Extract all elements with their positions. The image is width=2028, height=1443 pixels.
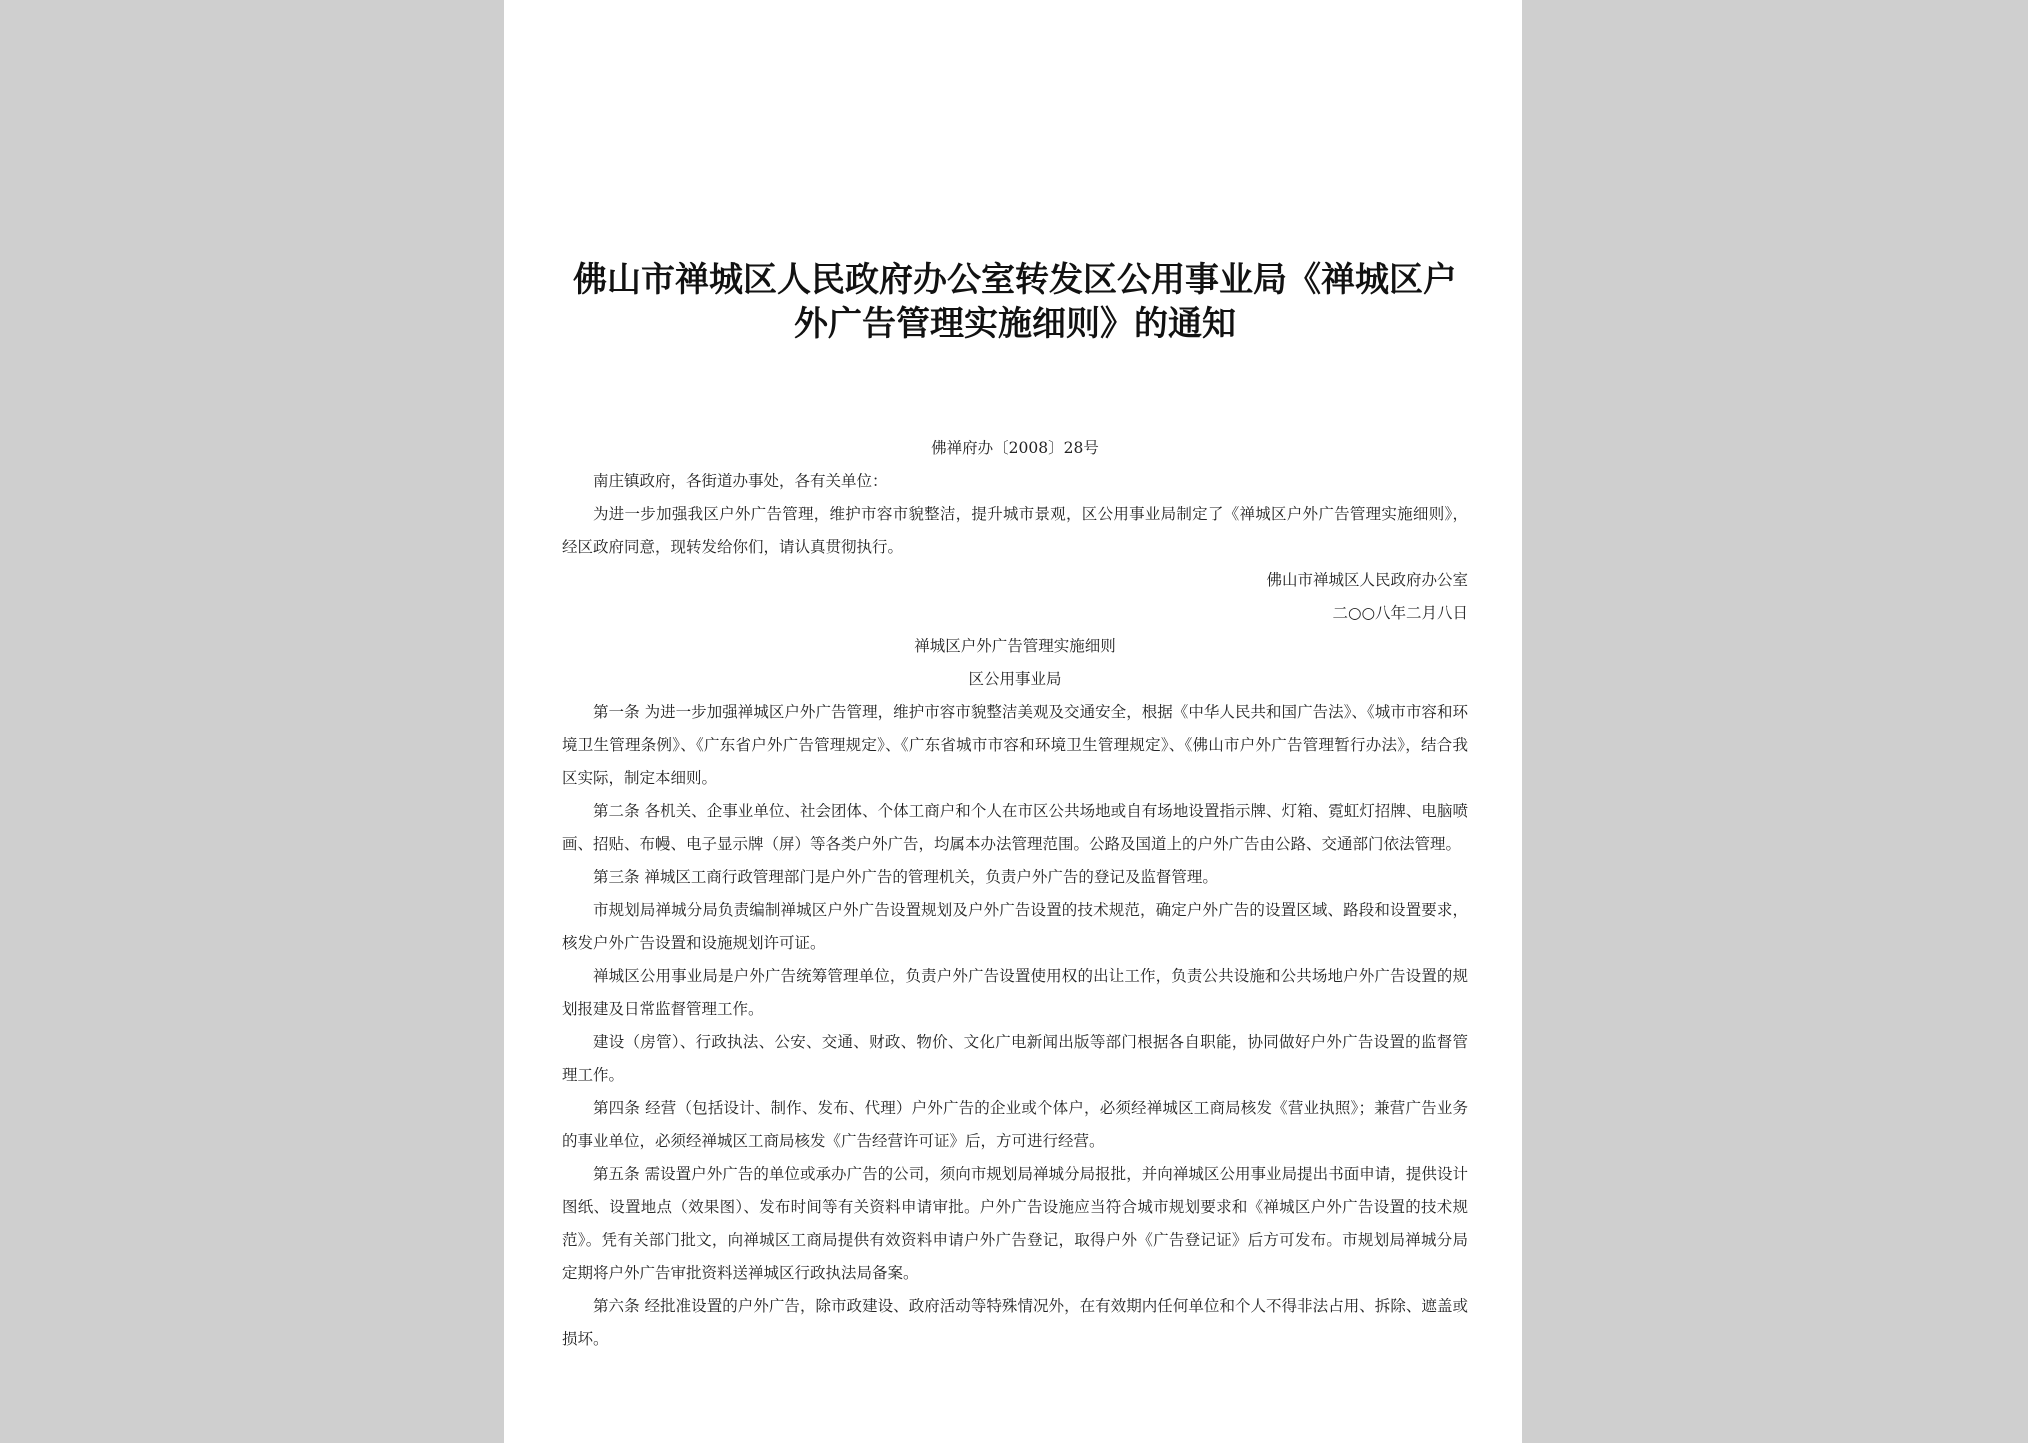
article-paragraph: 建设（房管）、行政执法、公安、交通、财政、物价、文化广电新闻出版等部门根据各自职能，协同做好户外广告设置的监督管理工作。	[562, 1033, 1468, 1084]
article-paragraph: 市规划局禅城分局负责编制禅城区户外广告设置规划及户外广告设置的技术规范，确定户外广告的设置区域、路段和设置要求，核发户外广告设置和设施规划许可证。	[562, 901, 1468, 952]
salutation: 南庄镇政府，各街道办事处，各有关单位：	[593, 472, 888, 490]
article-paragraph: 第四条 经营（包括设计、制作、发布、代理）户外广告的企业或个体户，必须经禅城区工商局核发《营业执照》；兼营广告业务的事业单位，必须经禅城区工商局核发《广告经营许可证》后，方可进行经营。	[562, 1099, 1468, 1150]
issuer: 佛山市禅城区人民政府办公室	[1266, 571, 1468, 589]
document-number: 佛禅府办〔2008〕28号	[931, 439, 1099, 457]
article-paragraph: 第三条 禅城区工商行政管理部门是户外广告的管理机关，负责户外广告的登记及监督管理。	[593, 868, 1218, 886]
document-title: 佛山市禅城区人民政府办公室转发区公用事业局《禅城区户外广告管理实施细则》的通知	[573, 260, 1457, 344]
issue-date: 二○○八年二月八日	[1332, 604, 1468, 622]
rules-title: 禅城区户外广告管理实施细则	[914, 637, 1116, 655]
article-paragraph: 禅城区公用事业局是户外广告统筹管理单位，负责户外广告设置使用权的出让工作，负责公共设施和公共场地户外广告设置的规划报建及日常监督管理工作。	[562, 967, 1468, 1018]
document-page	[504, 0, 1522, 1443]
rules-author: 区公用事业局	[968, 670, 1062, 688]
intro-paragraph: 为进一步加强我区户外广告管理，维护市容市貌整洁，提升城市景观，区公用事业局制定了《禅城区户外广告管理实施细则》，经区政府同意，现转发给你们，请认真贯彻执行。	[562, 505, 1468, 556]
article-paragraph: 第一条 为进一步加强禅城区户外广告管理，维护市容市貌整洁美观及交通安全，根据《中华人民共和国广告法》、《城市市容和环境卫生管理条例》、《广东省户外广告管理规定》、《广东省城市市容和环境卫生管理规定》、《佛山市户外广告管理暂行办法》，结合我区实际，制定本细则。	[562, 703, 1468, 787]
article-paragraph: 第五条 需设置户外广告的单位或承办广告的公司，须向市规划局禅城分局报批，并向禅城区公用事业局提出书面申请，提供设计图纸、设置地点（效果图）、发布时间等有关资料申请审批。户外广告设施应当符合城市规划要求和《禅城区户外广告设置的技术规范》。凭有关部门批文，向禅城区工商局提供有效资料申请户外广告登记，取得户外《广告登记证》后方可发布。市规划局禅城分局定期将户外广告审批资料送禅城区行政执法局备案。	[562, 1165, 1468, 1282]
article-paragraph: 第六条 经批准设置的户外广告，除市政建设、政府活动等特殊情况外，在有效期内任何单位和个人不得非法占用、拆除、遮盖或损坏。	[562, 1297, 1468, 1348]
document-content	[562, 258, 1468, 1356]
article-paragraph: 第二条 各机关、企事业单位、社会团体、个体工商户和个人在市区公共场地或自有场地设置指示牌、灯箱、霓虹灯招牌、电脑喷画、招贴、布幔、电子显示牌（屏）等各类户外广告，均属本办法管理范围。公路及国道上的户外广告由公路、交通部门依法管理。	[562, 802, 1468, 853]
